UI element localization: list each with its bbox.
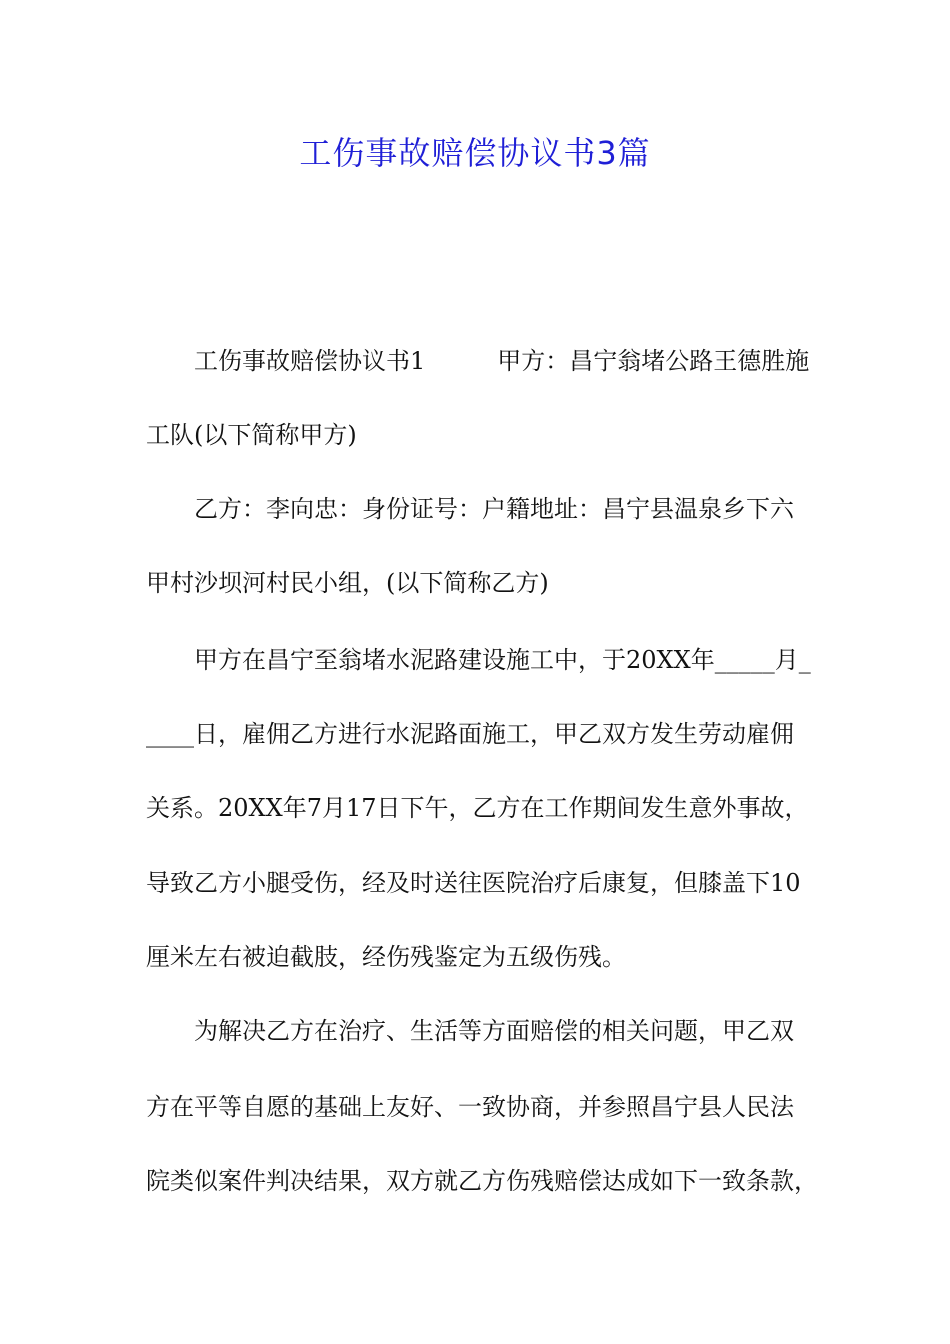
document-title: 工伤事故赔偿协议书3篇: [299, 134, 651, 172]
paragraph-line: 甲方在昌宁至翁堵水泥路建设施工中，于20XX年_____月_: [194, 646, 811, 674]
paragraph-line: 工队(以下简称甲方): [146, 421, 357, 449]
paragraph-line: 为解决乙方在治疗、生活等方面赔偿的相关问题，甲乙双: [194, 1017, 794, 1045]
paragraph-line: 甲村沙坝河村民小组，(以下简称乙方): [146, 569, 549, 597]
paragraph-line: 工伤事故赔偿协议书1 甲方：昌宁翁堵公路王德胜施: [194, 347, 810, 375]
paragraph-line: 乙方：李向忠：身份证号：户籍地址：昌宁县温泉乡下六: [194, 495, 794, 523]
paragraph-line: 厘米左右被迫截肢，经伤残鉴定为五级伤残。: [146, 943, 626, 971]
paragraph-line: 关系。20XX年7月17日下午，乙方在工作期间发生意外事故，: [146, 794, 809, 822]
paragraph-line: 方在平等自愿的基础上友好、一致协商，并参照昌宁县人民法: [146, 1093, 794, 1121]
paragraph-line: 院类似案件判决结果，双方就乙方伤残赔偿达成如下一致条款，: [146, 1167, 818, 1195]
paragraph-line: ____日，雇佣乙方进行水泥路面施工，甲乙双方发生劳动雇佣: [146, 720, 794, 748]
paragraph-line: 导致乙方小腿受伤，经及时送往医院治疗后康复，但膝盖下10: [146, 869, 801, 897]
